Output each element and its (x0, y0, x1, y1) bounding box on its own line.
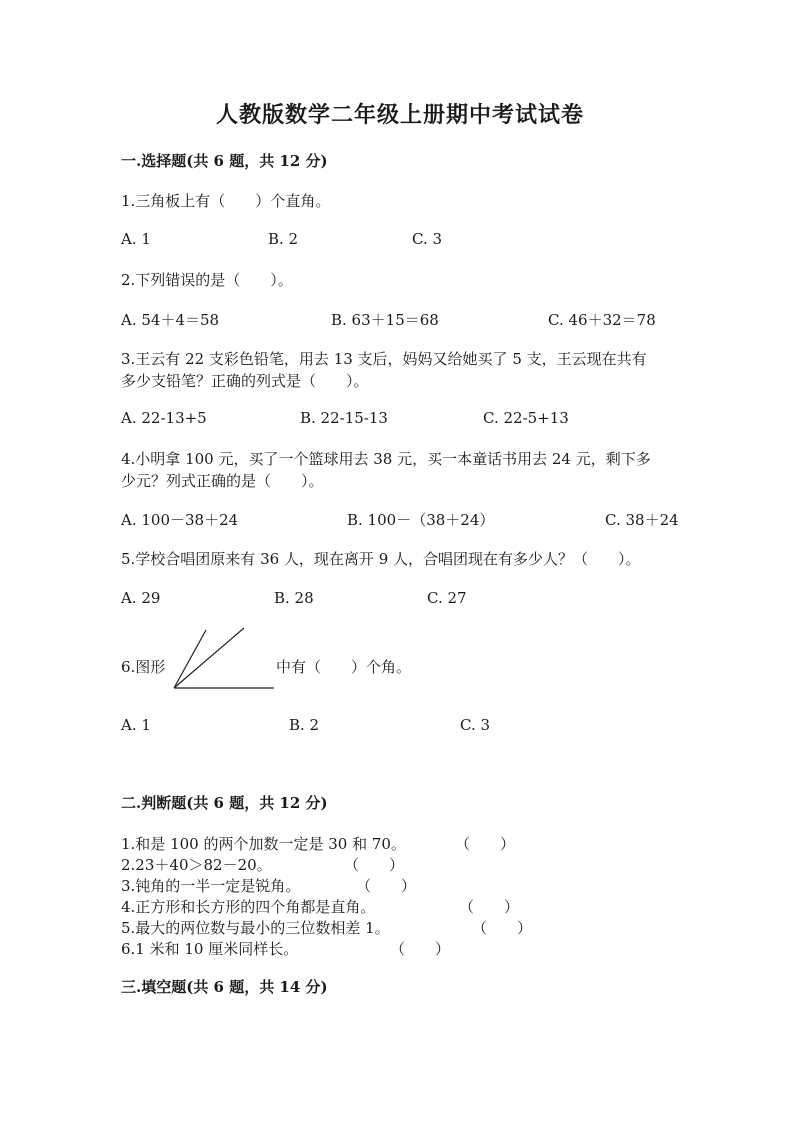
tf-item-6-answer-blank: （ ） (390, 940, 451, 958)
question-5-text: 5.学校合唱团原来有 36 人，现在离开 9 人，合唱团现在有多少人？（ ）。 (121, 550, 641, 568)
tf-item-2-answer-blank: （ ） (344, 856, 405, 874)
angle-ray-1 (174, 630, 206, 688)
question-4-option-b: B. 100－（38＋24） (347, 511, 495, 529)
question-5-option-a: A. 29 (121, 589, 161, 607)
section-heading-choice: 一.选择题(共 6 题，共 12 分) (121, 152, 328, 170)
angle-ray-2 (174, 628, 244, 688)
question-2-option-a: A. 54＋4＝58 (121, 311, 220, 329)
tf-item-1-answer-blank: （ ） (455, 835, 516, 853)
question-6-option-a: A. 1 (121, 716, 151, 734)
question-4-option-a: A. 100－38＋24 (121, 511, 239, 529)
tf-item-5-text: 5.最大的两位数与最小的三位数相差 1。 (121, 919, 390, 937)
question-6-prefix: 6.图形 (121, 658, 166, 676)
question-6-option-c: C. 3 (460, 716, 491, 734)
tf-item-5-answer-blank: （ ） (472, 919, 533, 937)
tf-item-1-text: 1.和是 100 的两个加数一定是 30 和 70。 (121, 835, 406, 853)
question-2-option-c: C. 46＋32＝78 (548, 311, 656, 329)
question-4-line-2: 少元？列式正确的是（ ）。 (121, 472, 324, 490)
question-1-option-b: B. 2 (268, 230, 299, 248)
question-6-option-b: B. 2 (289, 716, 320, 734)
tf-item-3-text: 3.钝角的一半一定是锐角。 (121, 877, 301, 895)
page-title: 人教版数学二年级上册期中考试试卷 (215, 102, 584, 128)
question-1-text: 1.三角板上有（ ）个直角。 (121, 192, 331, 210)
question-5-option-b: B. 28 (274, 589, 314, 607)
question-2-text: 2.下列错误的是（ ）。 (121, 271, 293, 289)
question-3-option-b: B. 22-15-13 (300, 409, 388, 427)
question-5-option-c: C. 27 (427, 589, 467, 607)
tf-item-6-text: 6.1 米和 10 厘米同样长。 (121, 940, 299, 958)
tf-item-4-answer-blank: （ ） (459, 898, 520, 916)
tf-item-3-answer-blank: （ ） (356, 877, 417, 895)
question-3-option-a: A. 22-13+5 (121, 409, 207, 427)
section-heading-true-false: 二.判断题(共 6 题，共 12 分) (121, 794, 328, 812)
question-4-option-c: C. 38＋24 (605, 511, 679, 529)
question-1-option-a: A. 1 (121, 230, 151, 248)
question-6-suffix: 中有（ ）个角。 (276, 658, 412, 676)
question-3-line-1: 3.王云有 22 支彩色铅笔，用去 13 支后，妈妈又给她买了 5 支，王云现在共有 (121, 350, 647, 368)
question-2-option-b: B. 63＋15＝68 (331, 311, 439, 329)
question-3-option-c: C. 22-5+13 (483, 409, 569, 427)
section-heading-fill-blank: 三.填空题(共 6 题，共 14 分) (121, 978, 328, 996)
question-1-option-c: C. 3 (412, 230, 443, 248)
tf-item-4-text: 4.正方形和长方形的四个角都是直角。 (121, 898, 376, 916)
question-4-line-1: 4.小明拿 100 元，买了一个篮球用去 38 元，买一本童话书用去 24 元，剩下多 (121, 450, 651, 468)
tf-item-2-text: 2.23＋40＞82－20。 (121, 856, 272, 874)
question-3-line-2: 多少支铅笔？正确的列式是（ ）。 (121, 372, 369, 390)
angle-figure (168, 620, 278, 692)
